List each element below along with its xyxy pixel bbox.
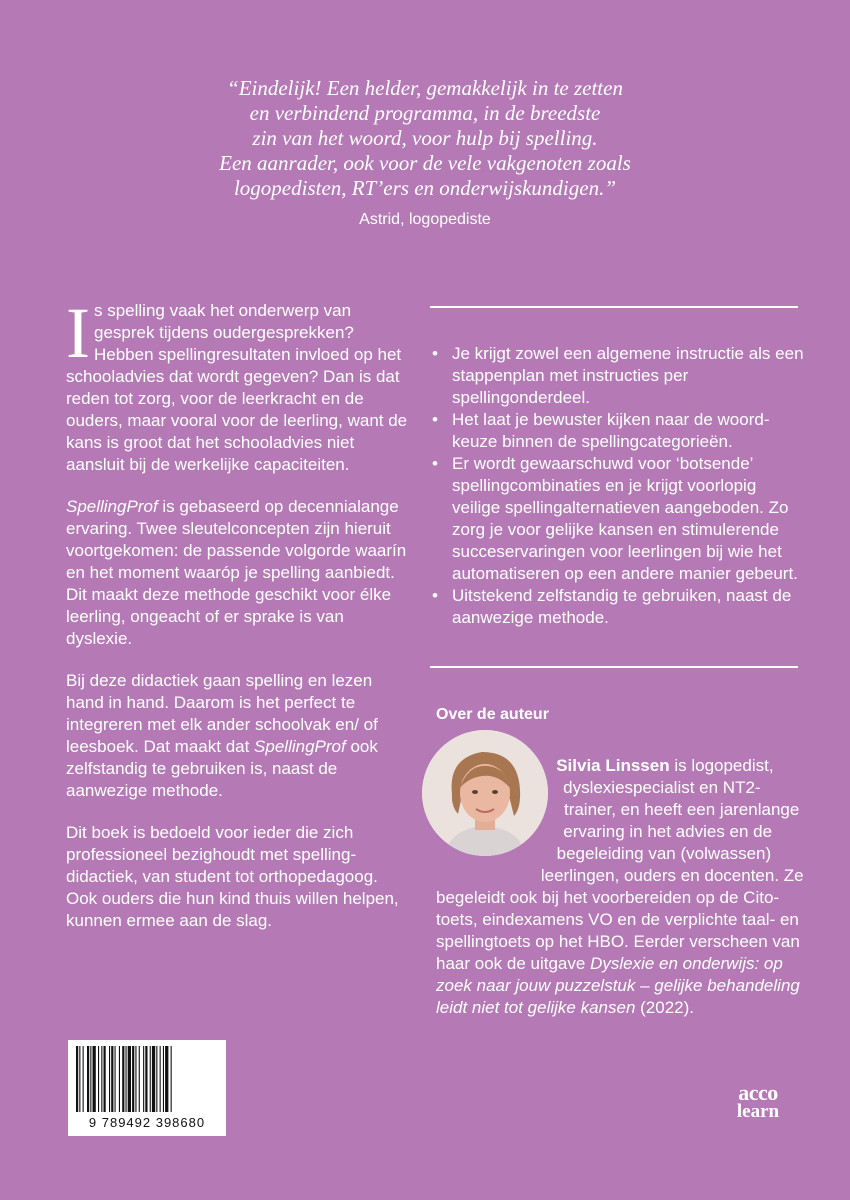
isbn-barcode [68,1040,226,1136]
list-item: • Het laat je bewuster kijken naar de woordkeuze binnen de spellingcategorieën. [430,409,805,453]
barcode-bar [115,1046,116,1112]
barcode-bar [83,1046,84,1112]
drop-cap: I [66,293,90,373]
author-bio-part1: is logopedist, dyslexiespecialist en NT2-trainer, en heeft een jarenlange ervaring in het advies en de begeleiding van (volwassen) leerlingen, ouders en docenten. Ze begeleidt ook bij het voorbereiden op de Cito-toets, eindexamens VO en de verplichte taal- en spellingtoets op het HBO. Eerder verscheen van haar ook de uitgave [436,756,804,973]
barcode-bar [143,1046,144,1112]
author-bio-part2: (2022). [635,998,694,1017]
barcode-bar [150,1046,151,1112]
didactics-text-start: Bij deze didactiek gaan spelling en lezen hand in hand. Daarom is het perfect te integreren met elk ander schoolvak en/ of leesboek. Dat maakt dat [66,671,378,756]
barcode-bar [145,1046,147,1112]
method-paragraph [66,496,411,650]
barcode-bar [135,1046,136,1112]
didactics-paragraph [66,670,411,802]
barcode-bar [101,1046,102,1112]
divider-top [430,306,798,308]
list-item: • Er wordt gewaarschuwd voor ‘botsende’ spellingcombinaties en je krijgt voorlopig veilige spellingalternatieven aangeboden. Zo zorg je voor gelijke kansen en stimulerende succeservaringen voor leerlingen bij wie het automatiseren op een andere manier gebeurt. [430,453,805,585]
intro-text: s spelling vaak het onderwerp van gesprek tijdens oudergesprekken? Hebben spellingresultaten invloed op het schooladvies dat wordt gegeven? Dan is dat reden tot zorg, voor de leerkracht en de ouders, maar vooral voor de leerling, want de kans is groot dat het schooladvies niet aansluit bij de werkelijke capaciteiten. [66,301,408,474]
author-book-title: Dyslexie en onderwijs: op zoek naar jouw puzzelstuk – gelijke behandeling leidt niet tot gelijke kansen [436,954,800,1017]
barcode-bar [79,1046,80,1112]
didactics-text-end: ook zelfstandig te gebruiken is, naast de aanwezige methode. [66,737,378,800]
method-text: is gebaseerd op decennialange ervaring. Twee sleutelconcepten zijn hieruit voortgekomen: de passende volgorde waarín en het moment waaróp je spelling aanbiedt. Dit maakt deze methode geschikt voor élke leerling, ongeacht of er sprake is van dyslexie. [66,497,407,648]
barcode-bar [87,1046,89,1112]
barcode-bar [122,1046,124,1112]
feature-list [430,343,805,629]
barcode-bar [165,1046,168,1112]
barcode-bar [109,1046,110,1112]
barcode-bar [126,1046,127,1112]
barcode-bar [128,1046,131,1112]
barcode-bar [93,1046,96,1112]
list-item: • Je krijgt zowel een algemene instructie als een stappenplan met instructies per spellingonderdeel. [430,343,805,409]
barcode-bar [76,1046,78,1112]
author-bio [436,755,811,1019]
publisher-logo [728,1080,788,1122]
publisher-logo-line1: acco [738,1080,778,1105]
quote-text: “Eindelijk! Een helder, gemakkelijk in te zetten en verbindend programma, in de breedste zin van het woord, voor hulp bij spelling. Een aanrader, ook voor de vele vakgenoten zoals logopedisten, RT’ers en onderwijskundigen.” [219,76,631,200]
barcode-bar [160,1046,161,1112]
publisher-logo-line2: learn [736,1101,780,1122]
product-title: SpellingProf [66,497,158,516]
intro-paragraph [66,293,411,476]
product-title-2: SpellingProf [254,737,346,756]
barcode-bar [139,1046,140,1112]
barcode-bars [68,1040,226,1116]
barcode-bar [171,1046,172,1112]
list-item: • Uitstekend zelfstandig te gebruiken, naast de aanwezige methode. [430,585,805,629]
barcode-bar [132,1046,134,1112]
barcode-bar [111,1046,113,1112]
author-name: Silvia Linssen [556,756,670,775]
barcode-bar [98,1046,99,1112]
left-column [66,293,411,952]
barcode-bar [90,1046,91,1112]
author-heading: Over de auteur [436,706,549,723]
barcode-bar [152,1046,155,1112]
testimonial-quote [110,76,740,232]
barcode-bar [119,1046,120,1112]
barcode-bar [163,1046,164,1112]
barcode-bar [156,1046,157,1112]
isbn-number: 9 789492 398680 [88,1115,206,1130]
quote-attribution: Astrid, logopediste [359,211,491,228]
audience-paragraph: Dit boek is bedoeld voor ieder die zich professioneel bezighoudt met spellingdidactiek, van student tot orthopedagoog. Ook ouders die hun kind thuis willen helpen, kunnen ermee aan de slag. [66,823,399,930]
divider-bottom [430,666,798,668]
barcode-bar [104,1046,106,1112]
